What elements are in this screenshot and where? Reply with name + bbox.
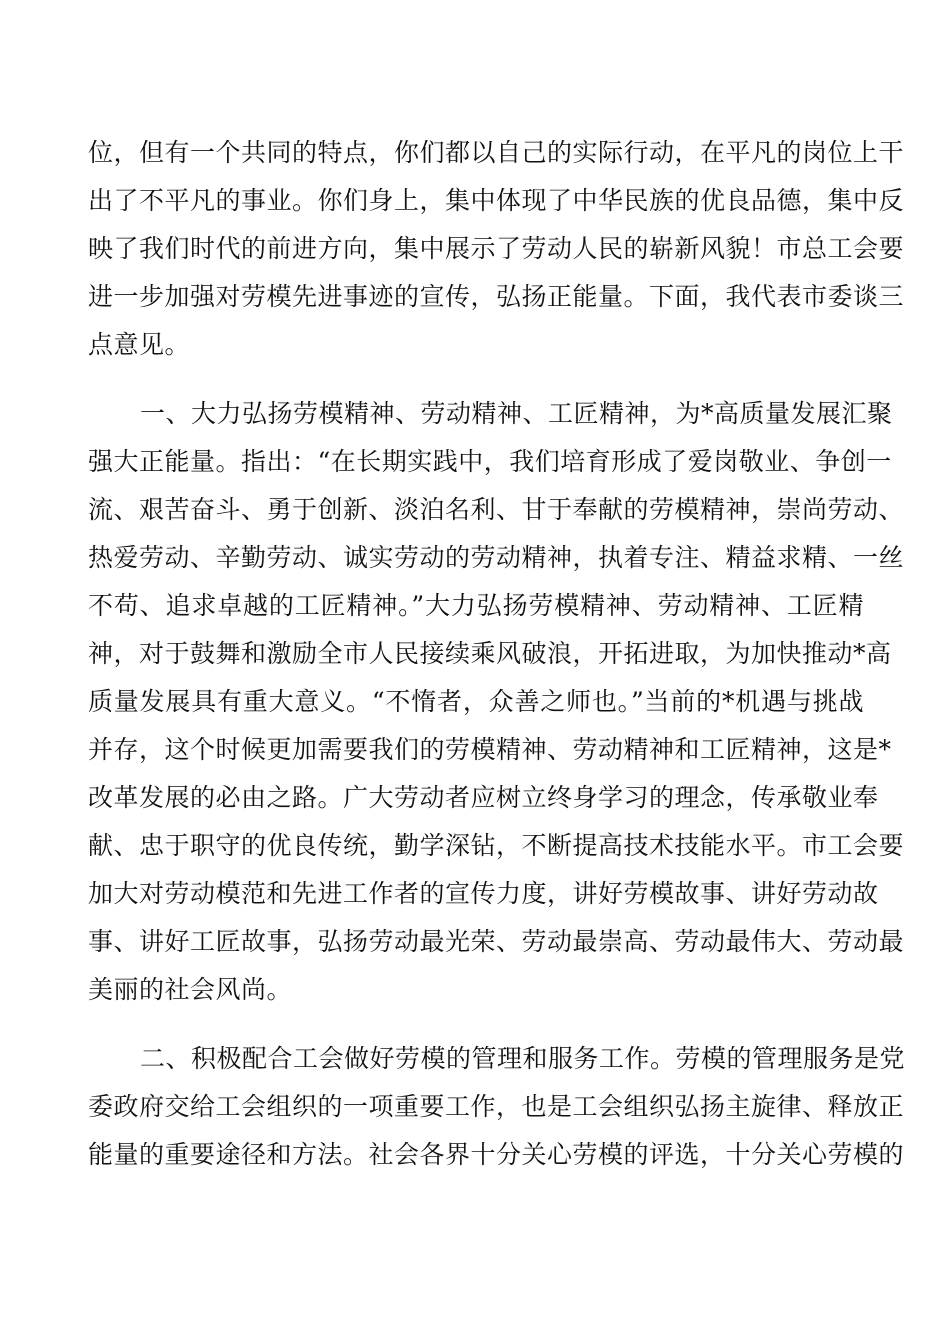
text-line: 委政府交给工会组织的一项重要工作，也是工会组织弘扬主旋律、释放正 (88, 1092, 905, 1121)
text-line: 出了不平凡的事业。你们身上，集中体现了中华民族的优良品德，集中反 (88, 186, 905, 215)
text-line: 美丽的社会风尚。 (88, 975, 293, 1004)
paragraph-spacing (88, 1014, 864, 1035)
text-line: 能量的重要途径和方法。社会各界十分关心劳模的评选，十分关心劳模的 (88, 1140, 905, 1169)
document-body (88, 129, 906, 1179)
text-line: 改革发展的必由之路。广大劳动者应树立终身学习的理念，传承敬业奉 (88, 783, 879, 812)
text-line: 进一步加强对劳模先进事迹的宣传，弘扬正能量。下面，我代表市委谈三 (88, 282, 905, 311)
text-line: 映了我们时代的前进方向，集中展示了劳动人民的崭新风貌！市总工会要 (88, 234, 905, 263)
text-line: 强大正能量。指出：“在长期实践中，我们培育形成了爱岗敬业、争创一 (88, 447, 892, 476)
text-line: 流、艰苦奋斗、勇于创新、淡泊名利、甘于奉献的劳模精神，崇尚劳动、 (88, 495, 905, 524)
text-line: 位，但有一个共同的特点，你们都以自己的实际行动，在平凡的岗位上干 (88, 138, 905, 167)
paragraph-2 (88, 390, 905, 1014)
paragraph-spacing (88, 369, 864, 390)
paragraph-3 (88, 1035, 906, 1179)
text-line: 一、大力弘扬劳模精神、劳动精神、工匠精神，为*高质量发展汇聚 (140, 399, 893, 428)
paragraph-1 (88, 129, 905, 369)
text-line: 热爱劳动、辛勤劳动、诚实劳动的劳动精神，执着专注、精益求精、一丝 (88, 543, 905, 572)
text-line: 神，对于鼓舞和激励全市人民接续乘风破浪，开拓进取，为加快推动*高 (88, 639, 892, 668)
text-line: 二、积极配合工会做好劳模的管理和服务工作。劳模的管理服务是党 (140, 1044, 906, 1073)
text-line: 点意见。 (88, 330, 191, 359)
text-line: 质量发展具有重大意义。“不惰者，众善之师也。”当前的*机遇与挑战 (88, 687, 864, 716)
text-line: 加大对劳动模范和先进工作者的宣传力度，讲好劳模故事、讲好劳动故 (88, 879, 879, 908)
text-line: 献、忠于职守的优良传统，勤学深钻，不断提高技术技能水平。市工会要 (88, 831, 905, 860)
text-line: 事、讲好工匠故事，弘扬劳动最光荣、劳动最崇高、劳动最伟大、劳动最 (88, 927, 905, 956)
text-line: 并存，这个时候更加需要我们的劳模精神、劳动精神和工匠精神，这是* (88, 735, 892, 764)
text-line: 不苟、追求卓越的工匠精神。”大力弘扬劳模精神、劳动精神、工匠精 (88, 591, 864, 620)
